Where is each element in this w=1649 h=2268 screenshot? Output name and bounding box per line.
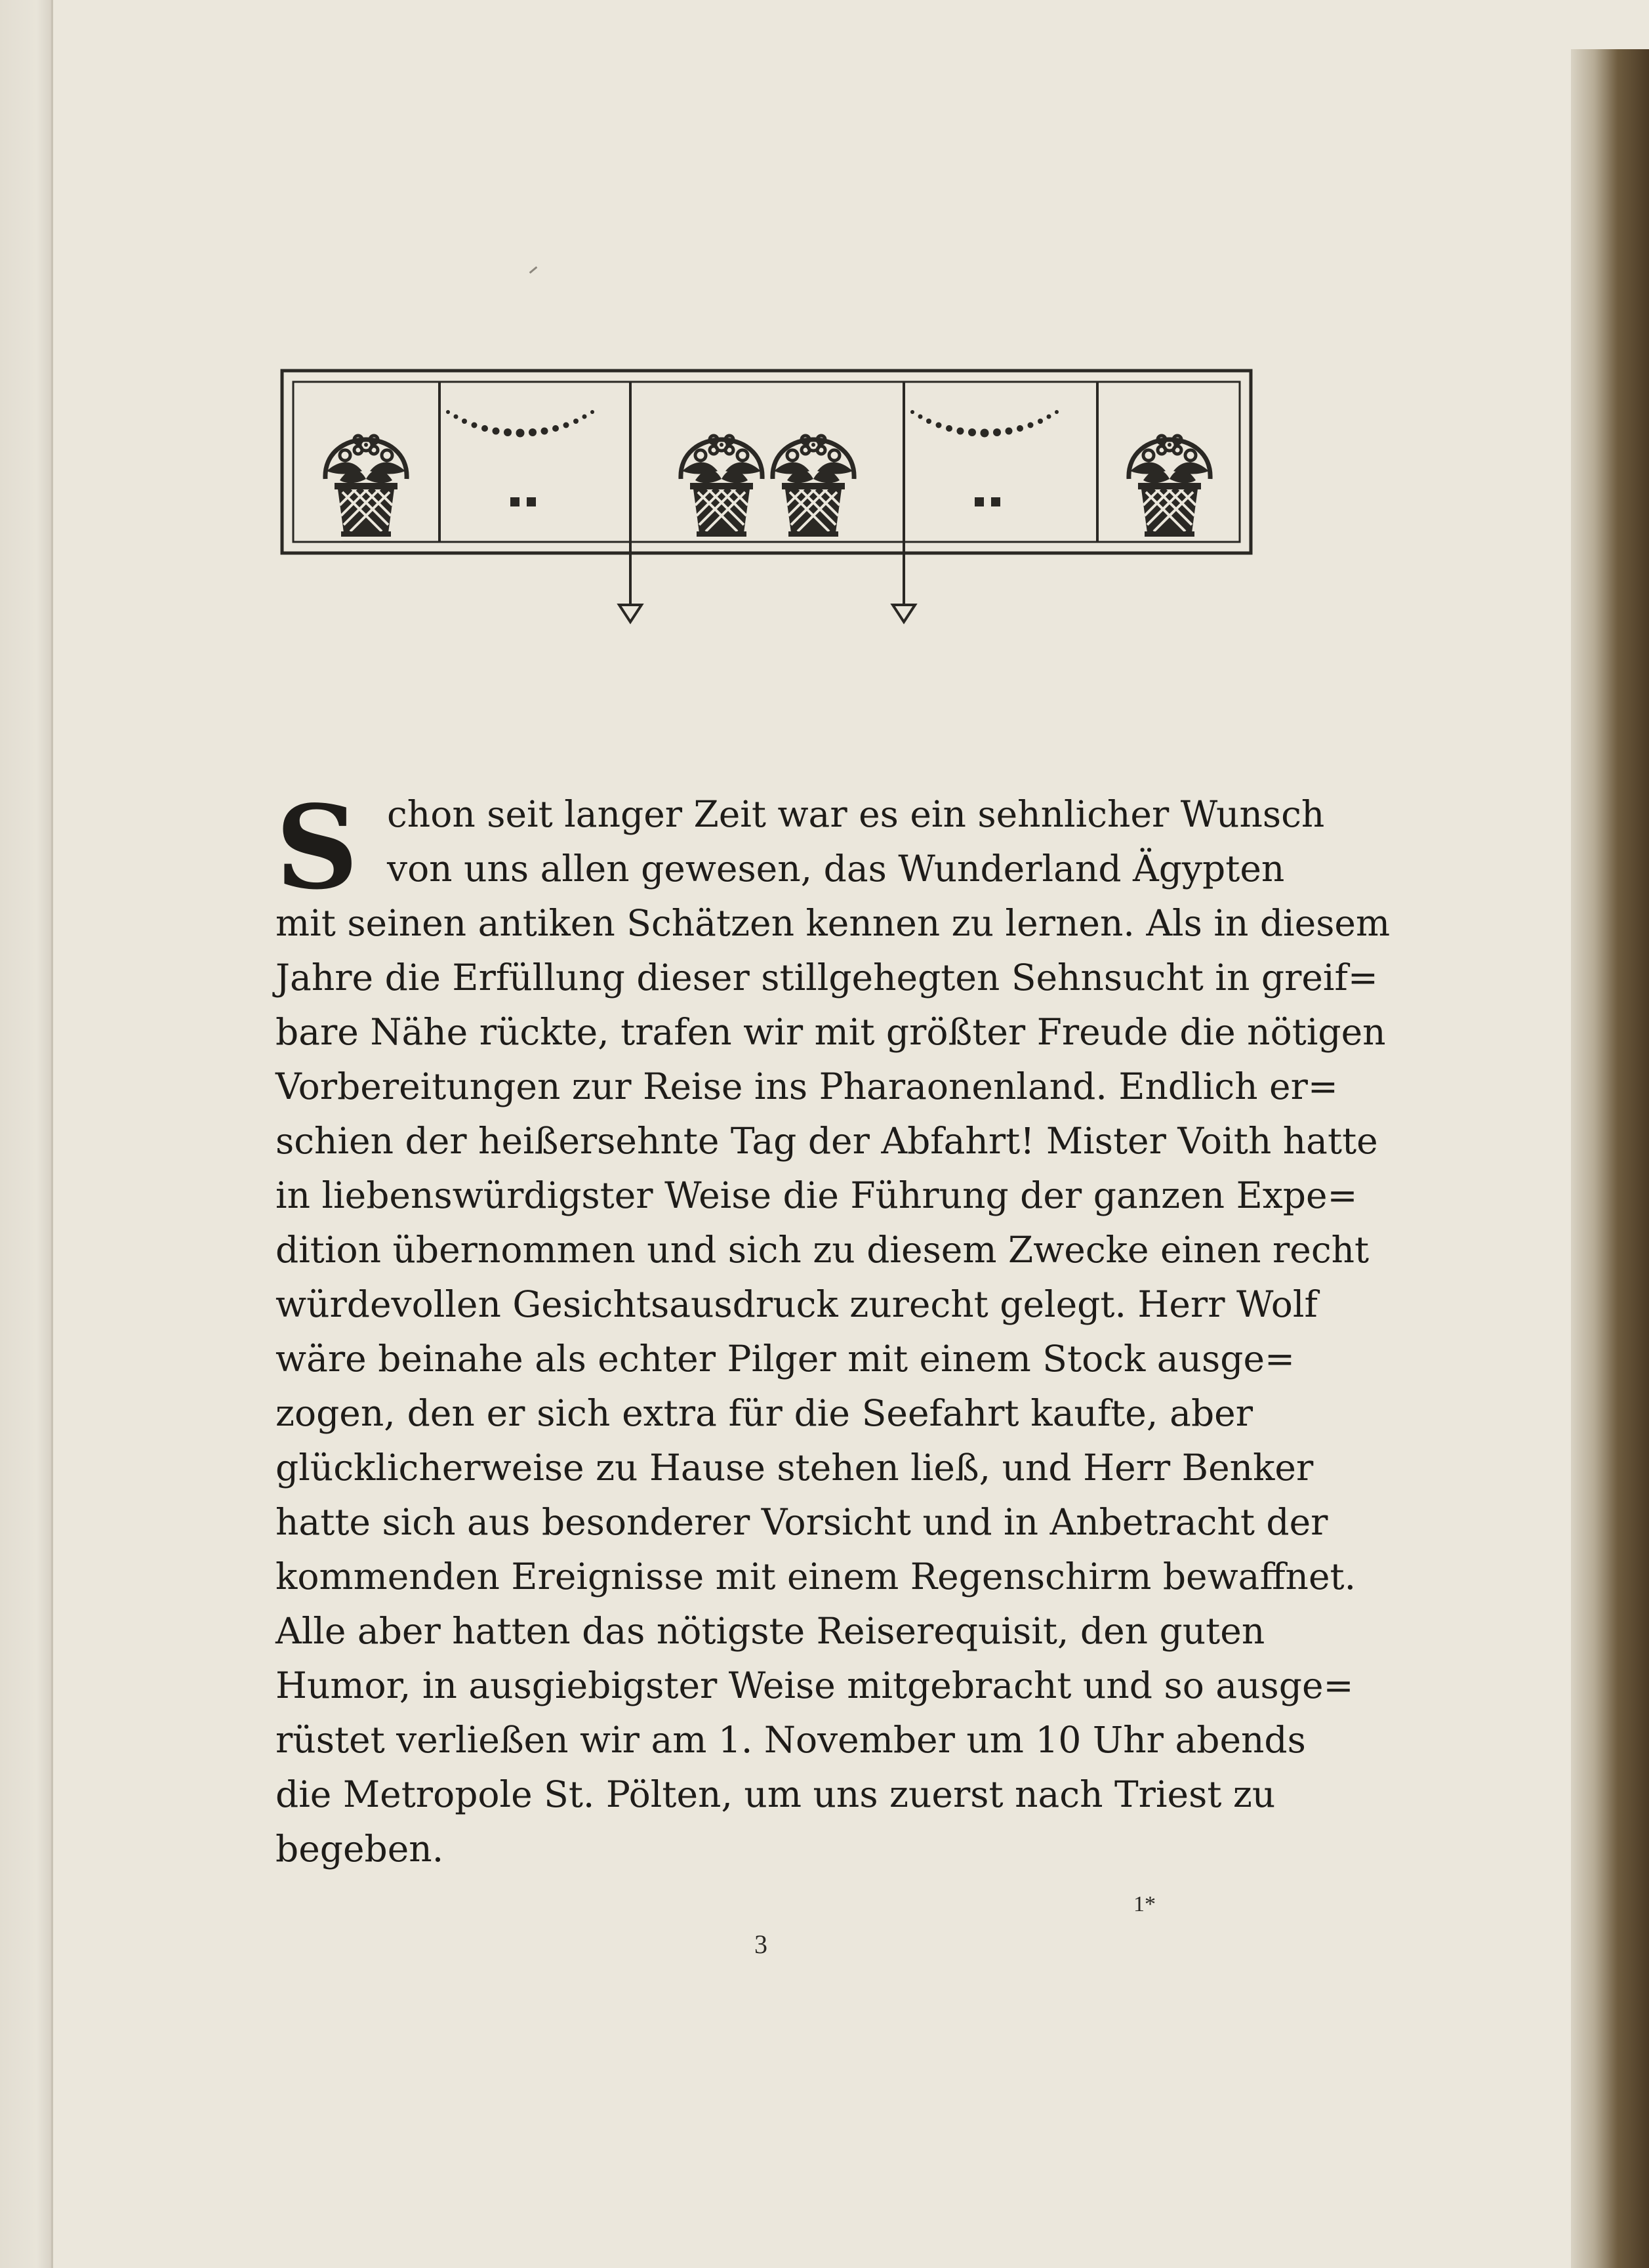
text-line: hatte sich aus besonderer Vorsicht und in Anbetracht der (275, 1501, 1328, 1543)
text-line: begeben. (275, 1828, 444, 1870)
facing-page-edge (0, 0, 52, 2268)
flower-basket-icon (681, 436, 762, 537)
page-edge-shadow (1571, 46, 1649, 2268)
garland-icon (910, 410, 1059, 506)
signature-mark: 1* (1133, 1892, 1156, 1916)
garland-icon (446, 410, 594, 506)
text-line: Humor, in ausgiebigster Weise mitgebracht und so ausge= (275, 1664, 1354, 1706)
text-line: von uns allen gewesen, das Wunderland Ägypten (387, 848, 1285, 890)
text-line: wäre beinahe als echter Pilger mit einem Stock ausge= (275, 1338, 1295, 1380)
text-line: dition übernommen und sich zu diesem Zwecke einen recht (275, 1229, 1370, 1271)
text-line: würdevollen Gesichtsausdruck zurecht gelegt. Herr Wolf (275, 1283, 1318, 1325)
text-line: in liebenswürdigster Weise die Führung der ganzen Expe= (275, 1174, 1358, 1216)
text-line: Jahre die Erfüllung dieser stillgehegten Sehnsucht in greif= (275, 957, 1378, 999)
text-line: mit seinen antiken Schätzen kennen zu lernen. Als in diesem (275, 902, 1391, 944)
ornament-header (279, 367, 1254, 630)
text-line: rüstet verließen wir am 1. November um 10 Uhr abends (275, 1719, 1306, 1761)
text-line: die Metropole St. Pölten, um uns zuerst nach Triest zu (275, 1773, 1276, 1815)
text-line: schien der heißersehnte Tag der Abfahrt! Mister Voith hatte (275, 1120, 1378, 1162)
body-text (275, 781, 1391, 1876)
page-number: 3 (754, 1929, 767, 1959)
text-line: bare Nähe rückte, trafen wir mit größter Freude die nötigen (275, 1011, 1386, 1053)
flower-basket-icon (325, 436, 407, 537)
text-line: chon seit langer Zeit war es ein sehnlicher Wunsch (387, 793, 1325, 835)
page-top-corner (1561, 0, 1649, 49)
flower-basket-icon (773, 436, 854, 537)
text-line: Alle aber hatten das nötigste Reiserequisit, den guten (275, 1610, 1265, 1652)
stray-mark (529, 266, 538, 274)
text-line: kommenden Ereignisse mit einem Regenschirm bewaffnet. (275, 1556, 1356, 1598)
text-line: zogen, den er sich extra für die Seefahrt kaufte, aber (275, 1392, 1253, 1434)
flower-basket-icon (1129, 436, 1210, 537)
text-line: Vorbereitungen zur Reise ins Pharaonenland. Endlich er= (275, 1065, 1338, 1107)
drop-cap: S (275, 781, 359, 915)
gutter (51, 0, 53, 2268)
text-line: glücklicherweise zu Hause stehen ließ, und Herr Benker (275, 1447, 1314, 1489)
